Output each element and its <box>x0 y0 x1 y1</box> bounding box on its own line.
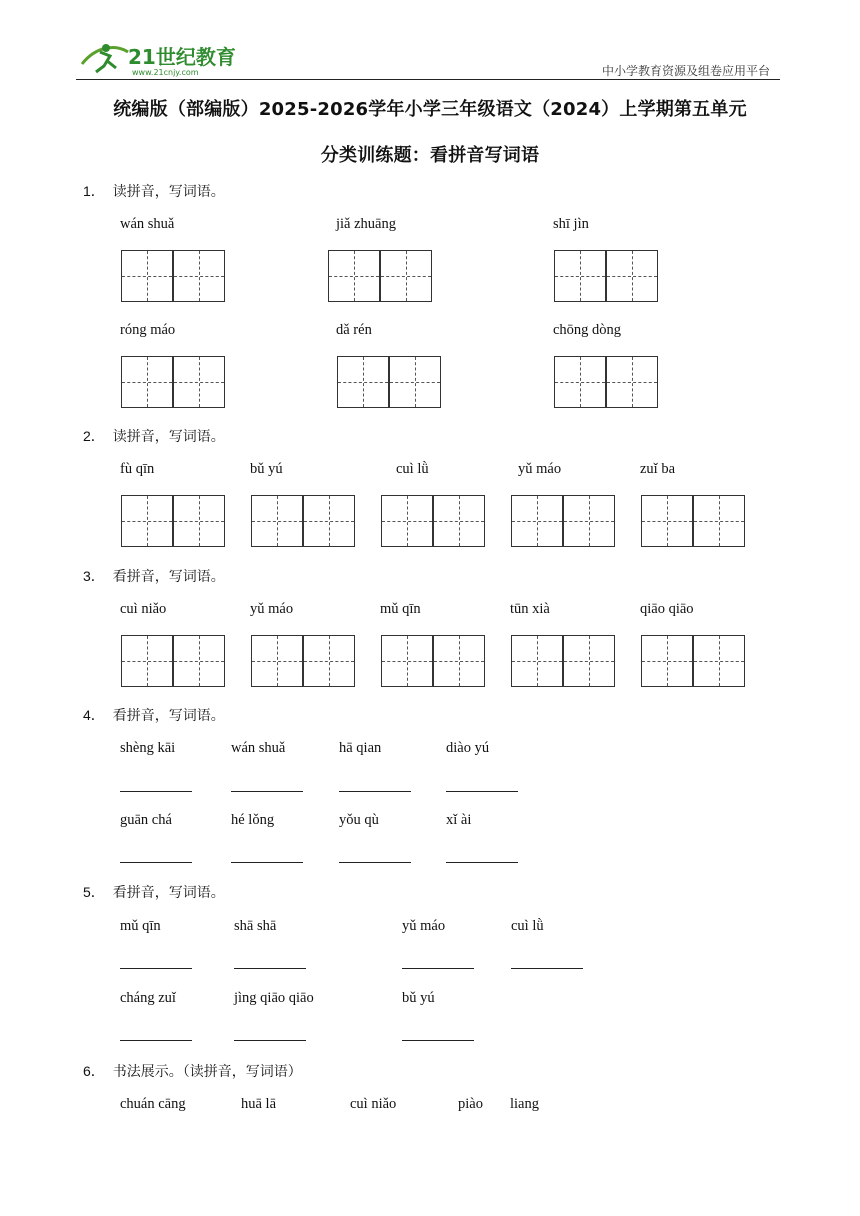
page-title: 统编版（部编版）2025-2026学年小学三年级语文（2024）上学期第五单元 <box>113 99 747 120</box>
pinyin: shī jìn <box>553 216 589 232</box>
question-number: 3． <box>83 568 105 584</box>
pinyin: shā shā <box>234 918 277 934</box>
writing-box[interactable] <box>121 635 173 687</box>
answer-line[interactable] <box>402 1040 474 1041</box>
answer-line[interactable] <box>511 968 583 969</box>
writing-box[interactable] <box>121 250 173 302</box>
answer-line[interactable] <box>402 968 474 969</box>
logo <box>76 38 256 78</box>
pinyin: piào <box>458 1096 483 1112</box>
pinyin: yǔ máo <box>250 601 294 617</box>
writing-box[interactable] <box>381 635 433 687</box>
pinyin: mǔ qīn <box>380 601 421 617</box>
page-subtitle: 分类训练题：看拼音写词语 <box>320 145 540 166</box>
pinyin: cuì niǎo <box>120 601 167 617</box>
svg-text:21世纪教育: 21世纪教育 <box>128 45 236 69</box>
writing-box[interactable] <box>563 495 615 547</box>
writing-box[interactable] <box>641 495 693 547</box>
answer-line[interactable] <box>446 862 518 863</box>
header-divider <box>76 79 780 80</box>
question-5 <box>83 882 225 902</box>
writing-box[interactable] <box>121 356 173 408</box>
writing-box[interactable] <box>693 635 745 687</box>
svg-text:www.21cnjy.com: www.21cnjy.com <box>132 68 199 77</box>
writing-box[interactable] <box>303 495 355 547</box>
question-prompt: 读拼音，写词语。 <box>112 184 225 200</box>
pinyin: tūn xià <box>510 601 550 617</box>
pinyin: cháng zuǐ <box>120 990 176 1006</box>
platform-label: 中小学教育资源及组卷应用平台 <box>601 64 770 78</box>
pinyin: shèng kāi <box>120 740 176 756</box>
pinyin: chōng dòng <box>553 322 622 338</box>
pinyin: diào yú <box>446 740 490 756</box>
pinyin: yǔ máo <box>402 918 446 934</box>
writing-box[interactable] <box>173 250 225 302</box>
question-2 <box>83 426 225 446</box>
writing-box[interactable] <box>380 250 432 302</box>
pinyin: róng máo <box>120 322 176 338</box>
writing-box[interactable] <box>511 495 563 547</box>
pinyin: zuǐ ba <box>640 461 676 477</box>
pinyin: chuán cāng <box>120 1096 186 1112</box>
writing-box[interactable] <box>693 495 745 547</box>
writing-box[interactable] <box>303 635 355 687</box>
question-number: 2． <box>83 428 105 444</box>
answer-line[interactable] <box>339 791 411 792</box>
writing-box[interactable] <box>433 495 485 547</box>
pinyin: hā qian <box>339 740 382 756</box>
writing-box[interactable] <box>121 495 173 547</box>
pinyin: wán shuǎ <box>231 740 286 756</box>
writing-box[interactable] <box>511 635 563 687</box>
pinyin: yǒu qù <box>339 812 379 828</box>
question-prompt: 书法展示。（读拼音，写词语） <box>112 1064 302 1080</box>
pinyin: bǔ yú <box>402 990 435 1006</box>
question-number: 4． <box>83 707 105 723</box>
writing-box[interactable] <box>173 356 225 408</box>
pinyin: jiǎ zhuāng <box>336 216 396 232</box>
pinyin: hé lǒng <box>231 812 275 828</box>
answer-line[interactable] <box>231 862 303 863</box>
writing-box[interactable] <box>251 495 303 547</box>
question-6 <box>83 1061 302 1081</box>
writing-box[interactable] <box>606 356 658 408</box>
answer-line[interactable] <box>234 968 306 969</box>
writing-box[interactable] <box>389 356 441 408</box>
pinyin: jìng qiāo qiāo <box>234 990 314 1006</box>
answer-line[interactable] <box>120 791 192 792</box>
pinyin: cuì lǜ <box>396 461 429 477</box>
question-number: 5． <box>83 884 105 900</box>
pinyin: cuì lǜ <box>511 918 544 934</box>
writing-box[interactable] <box>381 495 433 547</box>
pinyin: wán shuǎ <box>120 216 175 232</box>
answer-line[interactable] <box>234 1040 306 1041</box>
pinyin: bǔ yú <box>250 461 283 477</box>
answer-line[interactable] <box>339 862 411 863</box>
pinyin: huā lā <box>241 1096 277 1112</box>
pinyin: guān chá <box>120 812 172 828</box>
answer-line[interactable] <box>446 791 518 792</box>
question-4 <box>83 705 225 725</box>
writing-box[interactable] <box>251 635 303 687</box>
question-3 <box>83 566 225 586</box>
writing-box[interactable] <box>173 635 225 687</box>
pinyin: yǔ máo <box>518 461 562 477</box>
pinyin: liang <box>510 1096 539 1112</box>
answer-line[interactable] <box>120 862 192 863</box>
writing-box[interactable] <box>606 250 658 302</box>
writing-box[interactable] <box>554 250 606 302</box>
writing-box[interactable] <box>563 635 615 687</box>
writing-box[interactable] <box>328 250 380 302</box>
pinyin: qiāo qiāo <box>640 601 694 617</box>
pinyin: fù qīn <box>120 461 155 477</box>
writing-box[interactable] <box>337 356 389 408</box>
question-1 <box>83 181 225 201</box>
answer-line[interactable] <box>120 968 192 969</box>
pinyin: xǐ ài <box>446 812 472 828</box>
pinyin: dǎ rén <box>336 322 372 338</box>
writing-box[interactable] <box>641 635 693 687</box>
answer-line[interactable] <box>120 1040 192 1041</box>
pinyin: mǔ qīn <box>120 918 161 934</box>
writing-box[interactable] <box>173 495 225 547</box>
writing-box[interactable] <box>554 356 606 408</box>
question-prompt: 看拼音，写词语。 <box>112 708 225 724</box>
writing-box[interactable] <box>433 635 485 687</box>
answer-line[interactable] <box>231 791 303 792</box>
question-prompt: 看拼音，写词语。 <box>112 885 225 901</box>
question-number: 1． <box>83 183 105 199</box>
question-number: 6． <box>83 1063 105 1079</box>
pinyin: cuì niǎo <box>350 1096 397 1112</box>
question-prompt: 读拼音，写词语。 <box>112 429 225 445</box>
question-prompt: 看拼音，写词语。 <box>112 569 225 585</box>
